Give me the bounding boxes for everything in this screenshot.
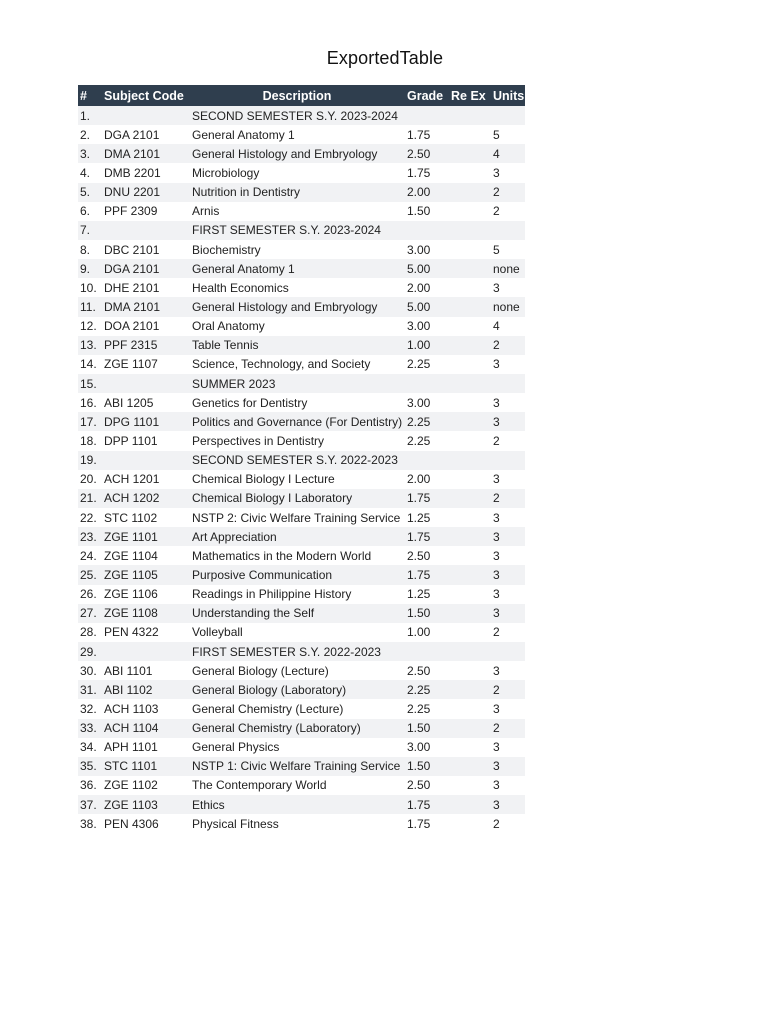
cell-re-ex: [449, 183, 491, 202]
cell-number: 16.: [80, 395, 97, 410]
table-row: [78, 508, 525, 527]
cell-subject-code: STC 1102: [104, 510, 158, 525]
cell-number: 5.: [80, 185, 91, 200]
table-body: [78, 106, 525, 833]
cell-re-ex: [449, 738, 491, 757]
cell-description: FIRST SEMESTER S.Y. 2023-2024: [192, 223, 381, 238]
cell-subject-code: ABI 1101: [104, 663, 153, 678]
cell-subject-code: APH 1101: [104, 740, 158, 755]
cell-subject-code: DPP 1101: [104, 433, 158, 448]
cell-subject-code: ACH 1104: [104, 721, 159, 736]
cell-re-ex: [449, 814, 491, 833]
cell-description: Ethics: [192, 797, 225, 812]
cell-number: 34.: [80, 740, 97, 755]
cell-re-ex: [449, 106, 491, 125]
cell-number: 3.: [80, 146, 91, 161]
cell-description: Purposive Communication: [192, 567, 333, 582]
cell-subject-code: DGA 2101: [104, 127, 160, 142]
cell-subject-code: ZGE 1107: [104, 357, 158, 372]
cell-grade: 2.50: [407, 548, 431, 563]
cell-number: 30.: [80, 663, 97, 678]
cell-units: [491, 106, 525, 125]
cell-subject-code: PPF 2315: [104, 338, 158, 353]
cell-subject-code: [102, 451, 189, 470]
cell-re-ex: [449, 489, 491, 508]
cell-grade: 1.00: [407, 338, 431, 353]
table-row: [78, 719, 525, 738]
cell-subject-code: ZGE 1101: [104, 529, 158, 544]
cell-number: 33.: [80, 721, 97, 736]
cell-re-ex: [449, 202, 491, 221]
cell-re-ex: [449, 297, 491, 316]
cell-grade: 2.50: [407, 663, 431, 678]
cell-subject-code: ABI 1205: [104, 395, 154, 410]
cell-units: 3: [493, 165, 500, 180]
cell-description: Microbiology: [192, 165, 260, 180]
cell-units: 2: [493, 682, 500, 697]
cell-description: Mathematics in the Modern World: [192, 548, 372, 563]
cell-description: Biochemistry: [192, 242, 261, 257]
cell-grade: 5.00: [407, 299, 431, 314]
cell-subject-code: [102, 642, 189, 661]
table-row: [78, 336, 525, 355]
cell-units: 2: [493, 625, 500, 640]
cell-number: 26.: [80, 587, 97, 602]
cell-re-ex: [449, 680, 491, 699]
cell-grade: 1.75: [407, 567, 431, 582]
cell-subject-code: DBC 2101: [104, 242, 160, 257]
cell-units: 3: [493, 548, 500, 563]
cell-subject-code: DMB 2201: [104, 165, 161, 180]
cell-re-ex: [449, 757, 491, 776]
header-description: Description: [189, 85, 405, 106]
cell-units: 2: [493, 816, 500, 831]
cell-subject-code: DHE 2101: [104, 280, 160, 295]
table-row: [78, 623, 525, 642]
cell-re-ex: [449, 585, 491, 604]
cell-grade: 2.00: [407, 185, 431, 200]
table-row: [78, 757, 525, 776]
header-number: #: [78, 85, 102, 106]
cell-units: 3: [493, 606, 500, 621]
cell-subject-code: ACH 1103: [104, 701, 159, 716]
cell-number: 11.: [80, 299, 96, 314]
cell-subject-code: DOA 2101: [104, 319, 160, 334]
cell-subject-code: [102, 374, 189, 393]
cell-re-ex: [449, 546, 491, 565]
cell-description: General Physics: [192, 740, 280, 755]
cell-units: 2: [493, 721, 500, 736]
table-row: [78, 431, 525, 450]
cell-units: 3: [493, 778, 500, 793]
cell-subject-code: PEN 4306: [104, 816, 159, 831]
cell-re-ex: [449, 374, 491, 393]
cell-description: Politics and Governance (For Dentistry): [192, 414, 403, 429]
table-row: [78, 297, 525, 316]
cell-grade: 1.75: [407, 491, 431, 506]
cell-description: Physical Fitness: [192, 816, 279, 831]
cell-units: 3: [493, 510, 500, 525]
cell-number: 4.: [80, 165, 91, 180]
cell-description: Oral Anatomy: [192, 319, 265, 334]
cell-grade: 1.50: [407, 204, 431, 219]
table-row: [78, 355, 525, 374]
cell-units: 3: [493, 357, 500, 372]
header-re-ex: Re Ex: [449, 85, 491, 106]
cell-subject-code: ZGE 1104: [104, 548, 158, 563]
table-row: [78, 527, 525, 546]
table-row: [78, 585, 525, 604]
cell-number: 8.: [80, 242, 91, 257]
cell-units: [491, 221, 525, 240]
table-row: [78, 565, 525, 584]
cell-number: 15.: [80, 376, 97, 391]
table-row: [78, 278, 525, 297]
cell-number: 1.: [80, 108, 91, 123]
cell-re-ex: [449, 144, 491, 163]
cell-grade: 5.00: [407, 261, 431, 276]
cell-re-ex: [449, 431, 491, 450]
cell-units: 3: [493, 587, 500, 602]
table-row: [78, 317, 525, 336]
cell-number: 24.: [80, 548, 97, 563]
cell-number: 23.: [80, 529, 97, 544]
cell-description: Chemical Biology I Laboratory: [192, 491, 353, 506]
cell-description: General Anatomy 1: [192, 261, 295, 276]
table-row: [78, 546, 525, 565]
cell-description: Readings in Philippine History: [192, 587, 352, 602]
table-row: [78, 144, 525, 163]
cell-re-ex: [449, 221, 491, 240]
cell-units: none: [493, 299, 520, 314]
cell-subject-code: [102, 221, 189, 240]
table-row: [78, 489, 525, 508]
cell-units: 3: [493, 529, 500, 544]
grades-table: [78, 85, 525, 833]
cell-number: 7.: [80, 223, 91, 238]
cell-units: 3: [493, 759, 500, 774]
cell-grade: 2.50: [407, 778, 431, 793]
cell-re-ex: [449, 259, 491, 278]
cell-number: 17.: [80, 414, 97, 429]
cell-description: SECOND SEMESTER S.Y. 2023-2024: [192, 108, 398, 123]
cell-subject-code: [102, 106, 189, 125]
cell-grade: 2.50: [407, 146, 431, 161]
cell-grade: 1.75: [407, 816, 431, 831]
cell-subject-code: ZGE 1106: [104, 587, 158, 602]
cell-description: General Biology (Laboratory): [192, 682, 347, 697]
cell-grade: 1.25: [407, 587, 431, 602]
table-row: [78, 661, 525, 680]
table-row: [78, 795, 525, 814]
cell-description: General Chemistry (Laboratory): [192, 721, 361, 736]
cell-number: 2.: [80, 127, 91, 142]
table-row: [78, 163, 525, 182]
cell-number: 27.: [80, 606, 97, 621]
cell-number: 10.: [80, 280, 97, 295]
cell-subject-code: STC 1101: [104, 759, 158, 774]
cell-units: 3: [493, 567, 500, 582]
cell-number: 37.: [80, 797, 97, 812]
cell-subject-code: DNU 2201: [104, 185, 161, 200]
cell-number: 12.: [80, 319, 97, 334]
cell-units: 2: [493, 185, 500, 200]
cell-re-ex: [449, 795, 491, 814]
cell-re-ex: [449, 623, 491, 642]
cell-units: 2: [493, 338, 500, 353]
cell-subject-code: DGA 2101: [104, 261, 160, 276]
table-row: [78, 604, 525, 623]
cell-description: Art Appreciation: [192, 529, 277, 544]
cell-number: 21.: [80, 491, 97, 506]
cell-number: 9.: [80, 261, 91, 276]
cell-units: 3: [493, 280, 500, 295]
cell-re-ex: [449, 699, 491, 718]
cell-number: 6.: [80, 204, 91, 219]
cell-re-ex: [449, 163, 491, 182]
cell-number: 32.: [80, 701, 97, 716]
header-grade: Grade: [405, 85, 449, 106]
cell-subject-code: ZGE 1102: [104, 778, 158, 793]
cell-grade: 2.25: [407, 701, 431, 716]
table-row: [78, 202, 525, 221]
cell-description: Genetics for Dentistry: [192, 395, 308, 410]
cell-subject-code: ABI 1102: [104, 682, 153, 697]
cell-re-ex: [449, 355, 491, 374]
cell-grade: 2.25: [407, 433, 431, 448]
cell-subject-code: ACH 1201: [104, 472, 160, 487]
semester-heading-row: [78, 374, 525, 393]
cell-number: 38.: [80, 816, 97, 831]
cell-units: 5: [493, 127, 500, 142]
cell-grade: 3.00: [407, 740, 431, 755]
cell-re-ex: [449, 470, 491, 489]
cell-description: General Biology (Lecture): [192, 663, 329, 678]
cell-re-ex: [449, 719, 491, 738]
cell-re-ex: [449, 642, 491, 661]
cell-re-ex: [449, 336, 491, 355]
cell-description: Health Economics: [192, 280, 289, 295]
cell-description: Chemical Biology I Lecture: [192, 472, 335, 487]
cell-units: none: [493, 261, 520, 276]
cell-description: Perspectives in Dentistry: [192, 433, 325, 448]
table-row: [78, 699, 525, 718]
cell-description: General Histology and Embryology: [192, 146, 378, 161]
cell-units: 3: [493, 663, 500, 678]
cell-grade: 1.75: [407, 797, 431, 812]
cell-number: 28.: [80, 625, 97, 640]
cell-re-ex: [449, 393, 491, 412]
table-row: [78, 259, 525, 278]
cell-units: 3: [493, 395, 500, 410]
table-row: [78, 470, 525, 489]
header-units: Units: [491, 85, 525, 106]
cell-units: 3: [493, 797, 500, 812]
cell-number: 18.: [80, 433, 97, 448]
cell-units: 4: [493, 146, 500, 161]
cell-units: 3: [493, 740, 500, 755]
cell-number: 19.: [80, 453, 97, 468]
cell-description: Table Tennis: [192, 338, 259, 353]
cell-description: Arnis: [192, 204, 220, 219]
cell-grade: 1.25: [407, 510, 431, 525]
table-row: [78, 680, 525, 699]
cell-grade: 1.75: [407, 165, 431, 180]
semester-heading-row: [78, 106, 525, 125]
cell-grade: [405, 374, 449, 393]
cell-re-ex: [449, 604, 491, 623]
cell-number: 36.: [80, 778, 97, 793]
cell-grade: [405, 106, 449, 125]
cell-number: 20.: [80, 472, 97, 487]
cell-units: 3: [493, 414, 500, 429]
semester-heading-row: [78, 451, 525, 470]
cell-grade: 1.50: [407, 606, 431, 621]
cell-re-ex: [449, 661, 491, 680]
cell-subject-code: ZGE 1108: [104, 606, 158, 621]
cell-description: The Contemporary World: [192, 778, 327, 793]
cell-re-ex: [449, 565, 491, 584]
cell-description: Understanding the Self: [192, 606, 315, 621]
table-row: [78, 776, 525, 795]
cell-number: 35.: [80, 759, 97, 774]
cell-re-ex: [449, 527, 491, 546]
cell-description: Volleyball: [192, 625, 243, 640]
table-row: [78, 814, 525, 833]
cell-units: 2: [493, 433, 500, 448]
cell-number: 14.: [80, 357, 97, 372]
cell-description: General Anatomy 1: [192, 127, 295, 142]
cell-description: Science, Technology, and Society: [192, 357, 371, 372]
cell-description: SUMMER 2023: [192, 376, 276, 391]
cell-number: 13.: [80, 338, 97, 353]
cell-description: NSTP 2: Civic Welfare Training Service: [192, 510, 401, 525]
cell-grade: [405, 451, 449, 470]
cell-description: Nutrition in Dentistry: [192, 185, 301, 200]
cell-number: 25.: [80, 567, 97, 582]
cell-units: 2: [493, 491, 500, 506]
table-row: [78, 125, 525, 144]
table-row: [78, 183, 525, 202]
cell-units: [491, 642, 525, 661]
cell-grade: [405, 642, 449, 661]
cell-re-ex: [449, 125, 491, 144]
cell-re-ex: [449, 278, 491, 297]
cell-grade: 1.50: [407, 759, 431, 774]
cell-description: General Histology and Embryology: [192, 299, 378, 314]
cell-re-ex: [449, 317, 491, 336]
cell-units: 3: [493, 472, 500, 487]
header-row: [78, 85, 525, 106]
cell-re-ex: [449, 240, 491, 259]
cell-grade: 1.75: [407, 127, 431, 142]
cell-re-ex: [449, 776, 491, 795]
cell-subject-code: DPG 1101: [104, 414, 160, 429]
table-row: [78, 393, 525, 412]
cell-grade: [405, 221, 449, 240]
page-title: ExportedTable: [326, 48, 444, 68]
cell-number: 29.: [80, 644, 97, 659]
cell-grade: 3.00: [407, 395, 431, 410]
cell-description: SECOND SEMESTER S.Y. 2022-2023: [192, 453, 398, 468]
cell-units: 5: [493, 242, 500, 257]
cell-re-ex: [449, 412, 491, 431]
cell-description: FIRST SEMESTER S.Y. 2022-2023: [192, 644, 381, 659]
table-row: [78, 240, 525, 259]
cell-grade: 2.25: [407, 682, 431, 697]
cell-grade: 2.25: [407, 414, 431, 429]
cell-grade: 3.00: [407, 242, 431, 257]
cell-number: 22.: [80, 510, 97, 525]
cell-re-ex: [449, 451, 491, 470]
table-row: [78, 738, 525, 757]
cell-subject-code: DMA 2101: [104, 146, 161, 161]
cell-subject-code: ACH 1202: [104, 491, 160, 506]
cell-grade: 3.00: [407, 319, 431, 334]
cell-subject-code: DMA 2101: [104, 299, 161, 314]
cell-description: General Chemistry (Lecture): [192, 701, 344, 716]
cell-description: NSTP 1: Civic Welfare Training Service: [192, 759, 401, 774]
header-subject-code: Subject Code: [102, 85, 189, 106]
cell-units: 4: [493, 319, 500, 334]
cell-units: [491, 451, 525, 470]
cell-number: 31.: [80, 682, 97, 697]
cell-subject-code: ZGE 1105: [104, 567, 158, 582]
cell-subject-code: ZGE 1103: [104, 797, 158, 812]
cell-grade: 1.00: [407, 625, 431, 640]
cell-units: 2: [493, 204, 500, 219]
cell-grade: 1.50: [407, 721, 431, 736]
cell-units: [491, 374, 525, 393]
cell-subject-code: PPF 2309: [104, 204, 158, 219]
table-row: [78, 412, 525, 431]
cell-grade: 2.00: [407, 472, 431, 487]
semester-heading-row: [78, 642, 525, 661]
cell-subject-code: PEN 4322: [104, 625, 159, 640]
cell-units: 3: [493, 701, 500, 716]
cell-grade: 2.25: [407, 357, 431, 372]
semester-heading-row: [78, 221, 525, 240]
table-header: [78, 85, 525, 106]
cell-grade: 2.00: [407, 280, 431, 295]
cell-re-ex: [449, 508, 491, 527]
cell-grade: 1.75: [407, 529, 431, 544]
